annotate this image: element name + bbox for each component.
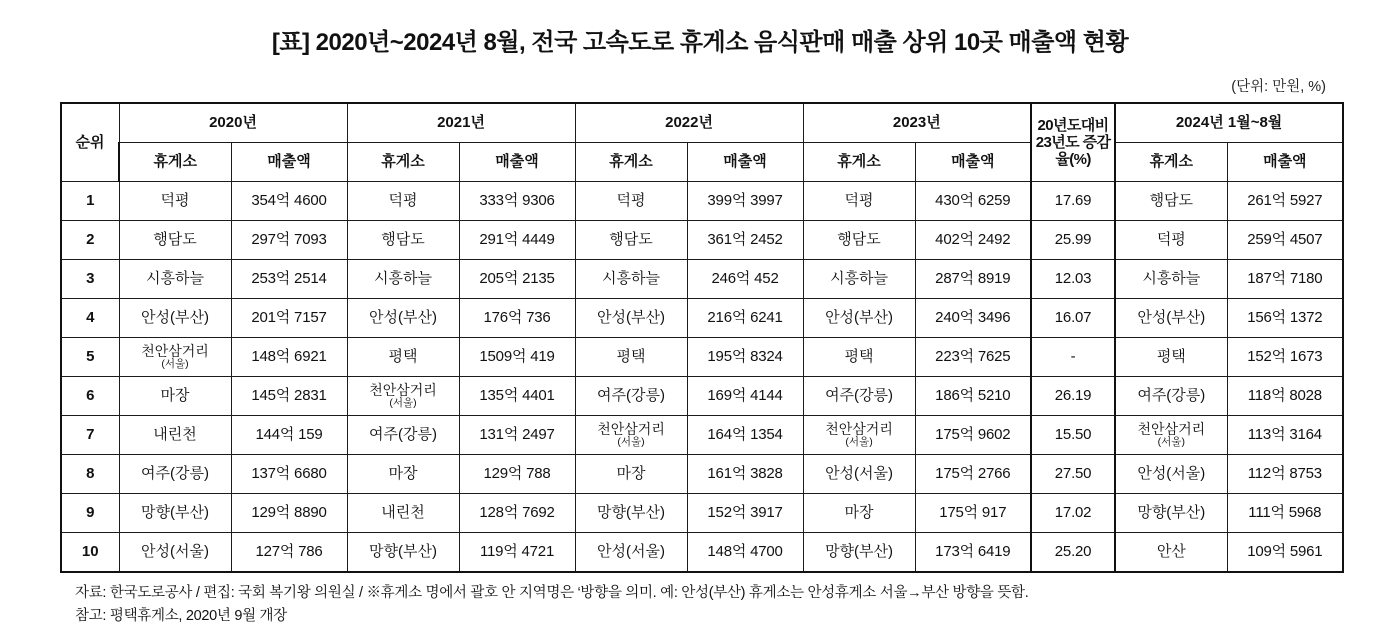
header-year-2020: 2020년 (119, 103, 347, 143)
rest-area-name: 천안삼거리 (141, 343, 209, 360)
header-2020-name: 휴게소 (119, 143, 231, 182)
cell-y2023-amount: 402억 2492 (915, 221, 1031, 260)
cell-y2020-amount: 253억 2514 (231, 260, 347, 299)
cell-y2022-name: 시흥하늘 (575, 260, 687, 299)
header-2021-name: 휴게소 (347, 143, 459, 182)
cell-y2022-amount: 361억 2452 (687, 221, 803, 260)
cell-y2023-name: 여주(강릉) (803, 377, 915, 416)
header-2023-amount: 매출액 (915, 143, 1031, 182)
cell-y2024-name: 안성(부산) (1115, 299, 1227, 338)
cell-rank: 6 (61, 377, 119, 416)
table-row (61, 533, 1343, 573)
cell-y2021-amount: 129억 788 (459, 455, 575, 494)
cell-y2024-name: 덕평 (1115, 221, 1227, 260)
cell-y2021-amount: 128억 7692 (459, 494, 575, 533)
table-row (61, 221, 1343, 260)
cell-y2021-name: 덕평 (347, 182, 459, 221)
cell-y2020-amount: 148억 6921 (231, 338, 347, 377)
table-row (61, 260, 1343, 299)
cell-y2022-amount: 161억 3828 (687, 455, 803, 494)
cell-y2024-amount: 261억 5927 (1227, 182, 1343, 221)
cell-y2024-name: 망향(부산) (1115, 494, 1227, 533)
cell-y2021-amount: 205억 2135 (459, 260, 575, 299)
cell-y2021-name: 평택 (347, 338, 459, 377)
cell-y2023-name: 마장 (803, 494, 915, 533)
header-2024-name: 휴게소 (1115, 143, 1227, 182)
cell-y2024-name: 행담도 (1115, 182, 1227, 221)
cell-y2021-amount: 1509억 419 (459, 338, 575, 377)
cell-y2024-name: 평택 (1115, 338, 1227, 377)
cell-y2021-amount: 131억 2497 (459, 416, 575, 455)
cell-y2020-name: 여주(강릉) (119, 455, 231, 494)
cell-y2023-amount: 175억 9602 (915, 416, 1031, 455)
cell-growth-rate: 15.50 (1031, 416, 1115, 455)
cell-y2020-name: 망향(부산) (119, 494, 231, 533)
header-year-2022: 2022년 (575, 103, 803, 143)
cell-y2024-name: 안성(서울) (1115, 455, 1227, 494)
header-growth-rate (1031, 103, 1115, 182)
cell-y2021-name: 내린천 (347, 494, 459, 533)
cell-y2022-amount: 216억 6241 (687, 299, 803, 338)
cell-y2023-amount: 240억 3496 (915, 299, 1031, 338)
unit-note: (단위: 만원, %) (1231, 79, 1326, 95)
table-row (61, 494, 1343, 533)
rest-area-sales-table (60, 102, 1344, 573)
cell-y2023-name: 안성(서울) (803, 455, 915, 494)
cell-rank: 2 (61, 221, 119, 260)
cell-y2022-name: 덕평 (575, 182, 687, 221)
cell-y2022-amount: 164억 1354 (687, 416, 803, 455)
cell-rank: 1 (61, 182, 119, 221)
cell-rank: 10 (61, 533, 119, 573)
rest-area-direction: (서울) (845, 435, 873, 448)
cell-rank: 9 (61, 494, 119, 533)
header-growth-line1: 20년도대비 (1037, 116, 1109, 134)
cell-growth-rate: 16.07 (1031, 299, 1115, 338)
header-row-years (61, 103, 1343, 143)
header-2024-amount: 매출액 (1227, 143, 1343, 182)
cell-y2020-amount: 137억 6680 (231, 455, 347, 494)
header-row-subs (61, 143, 1343, 182)
cell-y2022-name: 행담도 (575, 221, 687, 260)
header-rank: 순위 (61, 103, 119, 182)
footnotes (75, 583, 1325, 627)
cell-y2020-amount: 127억 786 (231, 533, 347, 573)
cell-y2023-amount: 186억 5210 (915, 377, 1031, 416)
cell-y2022-amount: 148억 4700 (687, 533, 803, 573)
cell-y2021-name: 시흥하늘 (347, 260, 459, 299)
cell-rank: 7 (61, 416, 119, 455)
cell-y2020-name: 행담도 (119, 221, 231, 260)
cell-y2020-name: 시흥하늘 (119, 260, 231, 299)
cell-y2024-amount: 118억 8028 (1227, 377, 1343, 416)
cell-growth-rate: 17.69 (1031, 182, 1115, 221)
cell-y2020-amount: 145억 2831 (231, 377, 347, 416)
cell-y2023-name: 덕평 (803, 182, 915, 221)
table-row (61, 338, 1343, 377)
cell-y2023-amount: 175억 2766 (915, 455, 1031, 494)
header-2020-amount: 매출액 (231, 143, 347, 182)
rest-area-name: 천안삼거리 (369, 382, 437, 399)
cell-y2021-amount: 135억 4401 (459, 377, 575, 416)
cell-y2020-name: 마장 (119, 377, 231, 416)
cell-y2022-name: 마장 (575, 455, 687, 494)
cell-y2023-amount: 173억 6419 (915, 533, 1031, 573)
cell-y2023-name: 평택 (803, 338, 915, 377)
table-row (61, 455, 1343, 494)
cell-y2022-amount: 399억 3997 (687, 182, 803, 221)
cell-y2020-name: 안성(부산) (119, 299, 231, 338)
header-2021-amount: 매출액 (459, 143, 575, 182)
rest-area-name: 천안삼거리 (825, 421, 893, 438)
cell-y2021-amount: 176억 736 (459, 299, 575, 338)
cell-y2024-amount: 112억 8753 (1227, 455, 1343, 494)
table-row (61, 416, 1343, 455)
table-header (61, 103, 1343, 182)
cell-y2024-amount: 259억 4507 (1227, 221, 1343, 260)
cell-y2020-amount: 297억 7093 (231, 221, 347, 260)
cell-y2021-name: 여주(강릉) (347, 416, 459, 455)
cell-y2023-name: 시흥하늘 (803, 260, 915, 299)
cell-y2023-amount: 175억 917 (915, 494, 1031, 533)
cell-y2022-name: 망향(부산) (575, 494, 687, 533)
cell-growth-rate: 25.20 (1031, 533, 1115, 573)
cell-y2022-amount: 152억 3917 (687, 494, 803, 533)
cell-y2021-amount: 119억 4721 (459, 533, 575, 573)
cell-y2020-name: 내린천 (119, 416, 231, 455)
cell-growth-rate: 12.03 (1031, 260, 1115, 299)
cell-growth-rate: - (1031, 338, 1115, 377)
cell-y2020-amount: 201억 7157 (231, 299, 347, 338)
cell-y2024-amount: 111억 5968 (1227, 494, 1343, 533)
cell-y2024-amount: 156억 1372 (1227, 299, 1343, 338)
cell-growth-rate: 26.19 (1031, 377, 1115, 416)
cell-y2024-name: 안산 (1115, 533, 1227, 573)
header-year-2021: 2021년 (347, 103, 575, 143)
cell-y2021-name: 망향(부산) (347, 533, 459, 573)
header-growth-line2: 23년도 증감율(%) (1035, 133, 1111, 169)
cell-y2023-amount: 287억 8919 (915, 260, 1031, 299)
cell-y2022-name: 여주(강릉) (575, 377, 687, 416)
header-2022-amount: 매출액 (687, 143, 803, 182)
cell-y2020-name: 덕평 (119, 182, 231, 221)
cell-y2024-name: 시흥하늘 (1115, 260, 1227, 299)
table-row (61, 377, 1343, 416)
header-year-2024: 2024년 1월~8월 (1115, 103, 1343, 143)
cell-y2020-amount: 144억 159 (231, 416, 347, 455)
cell-y2021-name (347, 377, 459, 416)
cell-y2023-name: 망향(부산) (803, 533, 915, 573)
cell-y2021-name: 행담도 (347, 221, 459, 260)
cell-rank: 8 (61, 455, 119, 494)
rest-area-name: 천안삼거리 (597, 421, 665, 438)
table-body (61, 182, 1343, 573)
cell-y2022-name (575, 416, 687, 455)
cell-y2021-amount: 333억 9306 (459, 182, 575, 221)
cell-y2024-amount: 187억 7180 (1227, 260, 1343, 299)
cell-y2024-name: 여주(강릉) (1115, 377, 1227, 416)
cell-y2022-name: 안성(부산) (575, 299, 687, 338)
rest-area-direction: (서울) (1157, 435, 1185, 448)
table-row (61, 182, 1343, 221)
cell-y2022-amount: 195억 8324 (687, 338, 803, 377)
footnote-note: 참고: 평택휴게소, 2020년 9월 개장 (75, 608, 287, 625)
rest-area-direction: (서울) (161, 357, 189, 370)
cell-y2020-name: 안성(서울) (119, 533, 231, 573)
rest-area-direction: (서울) (617, 435, 645, 448)
cell-y2023-name (803, 416, 915, 455)
cell-y2023-amount: 223억 7625 (915, 338, 1031, 377)
cell-growth-rate: 25.99 (1031, 221, 1115, 260)
table-row (61, 299, 1343, 338)
cell-y2024-amount: 152억 1673 (1227, 338, 1343, 377)
cell-y2021-name: 안성(부산) (347, 299, 459, 338)
footnote-source: 자료: 한국도로공사 / 편집: 국회 복기왕 의원실 / ※휴게소 명에서 괄호 안 지역명은 ‘방향을 의미. 예: 안성(부산) 휴게소는 안성휴게소 서울→부산 방향을 뜻함. (75, 585, 1029, 601)
cell-y2022-name: 평택 (575, 338, 687, 377)
cell-rank: 5 (61, 338, 119, 377)
rest-area-direction: (서울) (389, 396, 417, 409)
rest-area-name: 천안삼거리 (1137, 421, 1206, 438)
header-2022-name: 휴게소 (575, 143, 687, 182)
cell-y2021-amount: 291억 4449 (459, 221, 575, 260)
cell-y2021-name: 마장 (347, 455, 459, 494)
cell-y2024-name (1115, 416, 1227, 455)
cell-y2023-name: 안성(부산) (803, 299, 915, 338)
page-title: [표] 2020년~2024년 8월, 전국 고속도로 휴게소 음식판매 매출 상위 10곳 매출액 현황 (271, 29, 1129, 56)
cell-y2020-name (119, 338, 231, 377)
cell-y2023-amount: 430억 6259 (915, 182, 1031, 221)
cell-growth-rate: 27.50 (1031, 455, 1115, 494)
cell-y2020-amount: 354억 4600 (231, 182, 347, 221)
cell-y2022-amount: 246억 452 (687, 260, 803, 299)
cell-rank: 3 (61, 260, 119, 299)
cell-y2024-amount: 109억 5961 (1227, 533, 1343, 573)
cell-y2023-name: 행담도 (803, 221, 915, 260)
header-year-2023: 2023년 (803, 103, 1031, 143)
cell-y2024-amount: 113억 3164 (1227, 416, 1343, 455)
cell-y2022-amount: 169억 4144 (687, 377, 803, 416)
cell-growth-rate: 17.02 (1031, 494, 1115, 533)
cell-y2022-name: 안성(서울) (575, 533, 687, 573)
cell-rank: 4 (61, 299, 119, 338)
header-2023-name: 휴게소 (803, 143, 915, 182)
cell-y2020-amount: 129억 8890 (231, 494, 347, 533)
